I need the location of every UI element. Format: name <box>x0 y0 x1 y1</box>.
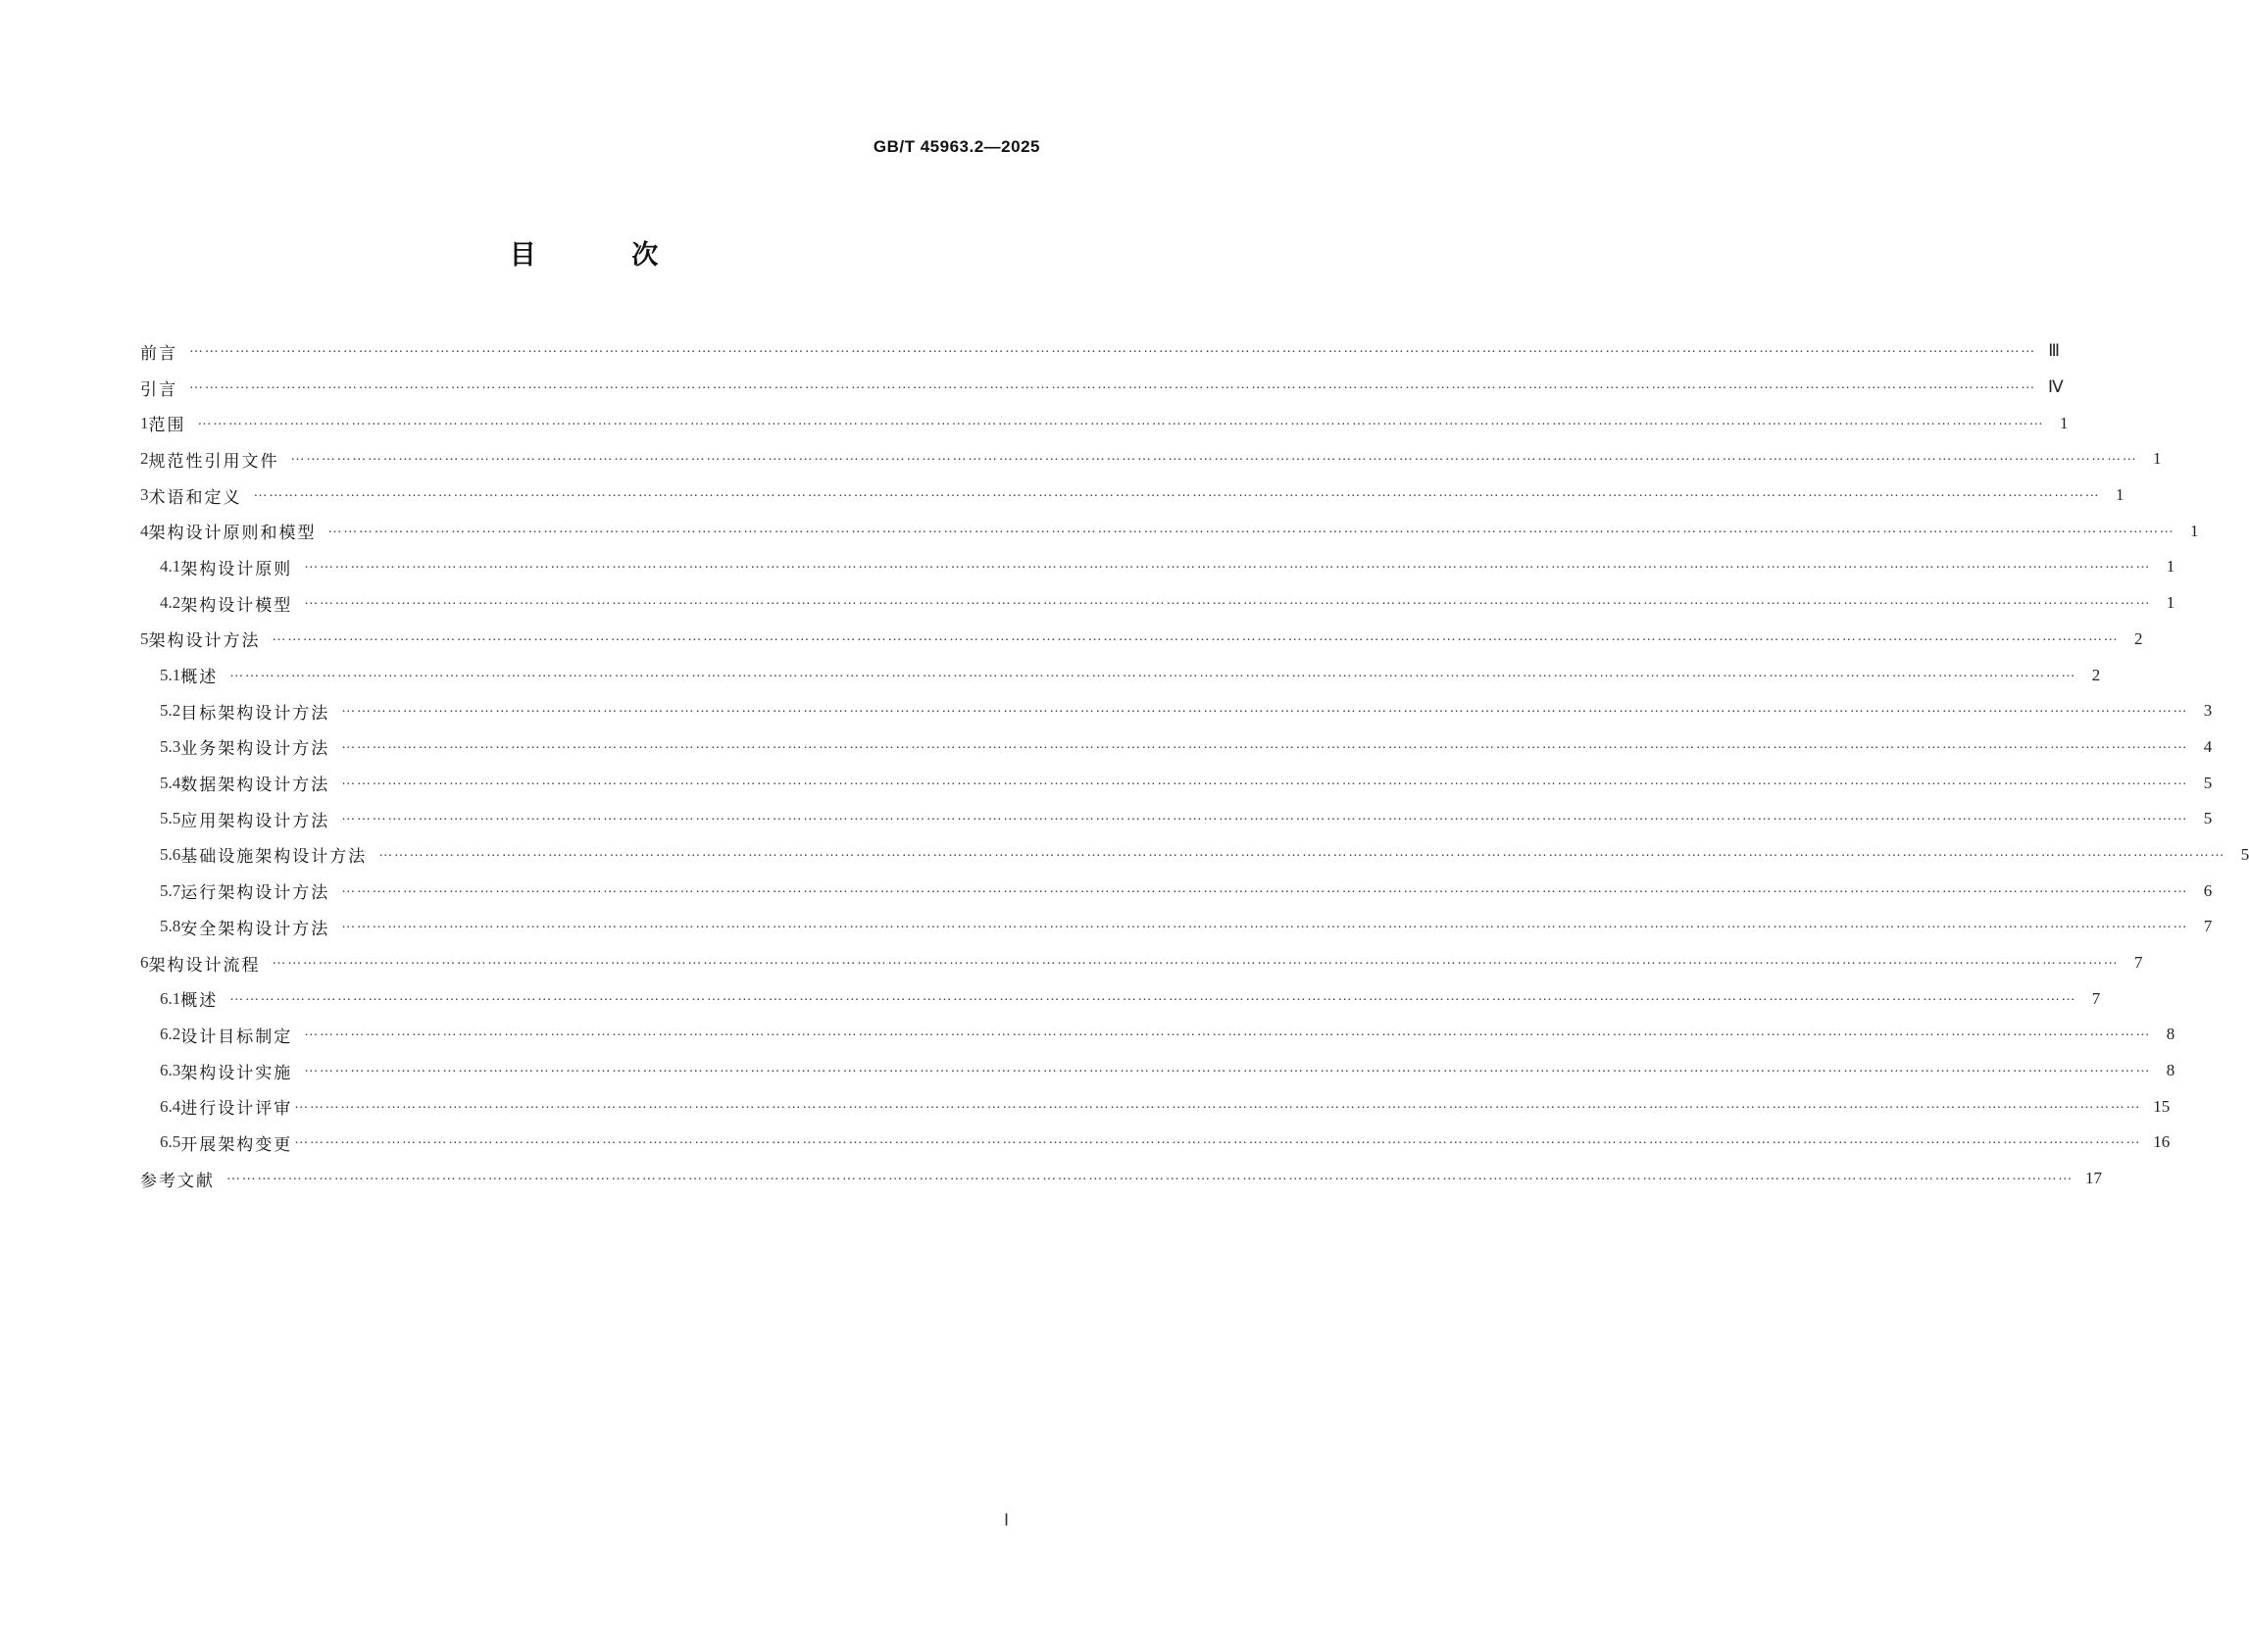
toc-entry-number: 4.2 <box>160 593 181 613</box>
toc-entry[interactable] <box>140 909 2213 945</box>
toc-leader-dots: ……………………………………………………………………………………………………………………………………………………………………………………………………………………………………………………………………………………………………………………………… <box>229 988 2077 1004</box>
toc-leader-dots: ……………………………………………………………………………………………………………………………………………………………………………………………………………………………………………………………………………………………………………………………… <box>341 701 2189 717</box>
toc-entry[interactable] <box>140 549 2175 585</box>
toc-entry-page: 1 <box>2116 485 2124 505</box>
toc-entry-number: 5.7 <box>160 880 181 900</box>
toc-entry-number: 5.4 <box>160 773 181 792</box>
toc-entry[interactable] <box>140 441 2162 477</box>
toc-entry[interactable] <box>140 333 2060 370</box>
toc-leader-dots: ……………………………………………………………………………………………………………………………………………………………………………………………………………………………………………………………………………………………………………………………… <box>229 665 2077 680</box>
toc-leader-dots: ……………………………………………………………………………………………………………………………………………………………………………………………………………………………………………………………………………………………………………………………… <box>327 521 2175 536</box>
toc-entry-page: 7 <box>2091 988 2101 1008</box>
toc-entry-label: 目标架构设计方法 <box>180 703 330 724</box>
toc-entry-label: 概述 <box>180 668 219 688</box>
toc-entry-label: 进行设计评审 <box>180 1099 293 1120</box>
toc-entry-label: 开展架构变更 <box>180 1134 293 1155</box>
toc-entry-label: 概述 <box>180 991 219 1012</box>
toc-entry-page: 4 <box>2203 736 2213 756</box>
toc-entry[interactable] <box>140 1017 2175 1053</box>
toc-leader-dots: ……………………………………………………………………………………………………………………………………………………………………………………………………………………………………………………………………………………………………………………………… <box>294 1096 2142 1112</box>
toc-entry-page: 6 <box>2203 880 2213 900</box>
toc-entry-number: 6 <box>140 953 149 973</box>
toc-entry-page: 5 <box>2203 809 2213 828</box>
toc-entry-number: 6.1 <box>160 988 181 1008</box>
toc-entry[interactable] <box>140 477 2124 514</box>
toc-entry-page: 1 <box>2060 413 2069 432</box>
toc-entry-page: 2 <box>2134 628 2143 648</box>
toc-entry-page: 1 <box>2190 521 2199 540</box>
toc-entry[interactable] <box>140 370 2064 406</box>
toc-entry-page: 17 <box>2085 1169 2102 1188</box>
toc-entry-label: 安全架构设计方法 <box>180 919 330 939</box>
toc-entry-number: 6.2 <box>160 1025 181 1044</box>
toc-entry-number: 3 <box>140 485 149 505</box>
toc-entry-number: 5.2 <box>160 701 181 721</box>
toc-entry[interactable] <box>140 622 2143 658</box>
toc-entry-label: 前言 <box>140 343 177 364</box>
toc-leader-dots: ……………………………………………………………………………………………………………………………………………………………………………………………………………………………………………………………………………………………………………………………… <box>341 736 2189 752</box>
toc-entry[interactable] <box>140 657 2101 693</box>
toc-entry-label: 业务架构设计方法 <box>180 739 330 760</box>
toc-entry-label: 架构设计模型 <box>180 595 293 616</box>
page-number: Ⅰ <box>1004 1511 1010 1529</box>
toc-entry-page: 2 <box>2091 665 2101 684</box>
toc-leader-dots: ……………………………………………………………………………………………………………………………………………………………………………………………………………………………………………………………………………………………………………………………… <box>253 485 2101 501</box>
toc-entry[interactable] <box>140 585 2175 622</box>
toc-entry[interactable] <box>140 801 2213 837</box>
toc-entry-page: 7 <box>2134 953 2143 973</box>
toc-entry-label: 运行架构设计方法 <box>180 883 330 904</box>
toc-entry-label: 基础设施架构设计方法 <box>180 847 368 868</box>
toc-entry-label: 规范性引用文件 <box>148 451 279 472</box>
toc-leader-dots: ……………………………………………………………………………………………………………………………………………………………………………………………………………………………………………………………………………………………………………………………… <box>341 917 2189 932</box>
toc-entry[interactable] <box>140 945 2143 981</box>
toc-entry[interactable] <box>140 729 2213 766</box>
toc-leader-dots: ……………………………………………………………………………………………………………………………………………………………………………………………………………………………………………………………………………………………………………………………… <box>304 1061 2152 1076</box>
toc-entry-page: 1 <box>2166 593 2175 613</box>
toc-entry-number: 6.3 <box>160 1061 181 1080</box>
toc-entry-label: 架构设计原则和模型 <box>148 524 317 544</box>
toc-entry-page: 1 <box>2153 449 2162 469</box>
toc-leader-dots: ……………………………………………………………………………………………………………………………………………………………………………………………………………………………………………………………………………………………………………………………… <box>341 773 2189 788</box>
toc-leader-dots: ……………………………………………………………………………………………………………………………………………………………………………………………………………………………………………………………………………………………………………………………… <box>304 557 2152 573</box>
standard-code: GB/T 45963.2—2025 <box>873 137 1040 156</box>
toc-entry-number: 5.8 <box>160 917 181 936</box>
toc-entry-number: 5 <box>140 628 149 648</box>
toc-entry-label: 架构设计实施 <box>180 1063 293 1083</box>
page-title: 目 次 <box>509 240 702 271</box>
toc-leader-dots: ……………………………………………………………………………………………………………………………………………………………………………………………………………………………………………………………………………………………………………………………… <box>272 628 2120 644</box>
toc-entry-page: Ⅳ <box>2048 377 2064 397</box>
toc-entry[interactable] <box>140 513 2199 549</box>
toc-entry-number: 1 <box>140 413 149 432</box>
toc-entry-number: 5.1 <box>160 665 181 684</box>
toc-entry-label: 范围 <box>148 416 186 436</box>
toc-entry[interactable] <box>140 405 2069 441</box>
toc-entry-label: 架构设计流程 <box>148 955 261 976</box>
toc-leader-dots: ……………………………………………………………………………………………………………………………………………………………………………………………………………………………………………………………………………………………………………………………… <box>290 449 2138 465</box>
toc-entry[interactable] <box>140 873 2213 909</box>
toc-leader-dots: ……………………………………………………………………………………………………………………………………………………………………………………………………………………………………………………………………………………………………………………………… <box>197 413 2045 428</box>
toc-entry-number: 4 <box>140 521 149 540</box>
toc-entry-page: 3 <box>2203 701 2213 721</box>
toc-entry-page: 15 <box>2153 1096 2171 1116</box>
toc-entry-label: 架构设计方法 <box>148 631 261 652</box>
toc-entry-number: 5.3 <box>160 736 181 756</box>
toc-leader-dots: ……………………………………………………………………………………………………………………………………………………………………………………………………………………………………………………………………………………………………………………………… <box>304 1025 2152 1040</box>
toc-entry[interactable] <box>140 765 2213 801</box>
toc-entry-page: 8 <box>2166 1025 2175 1044</box>
toc-entry-number: 2 <box>140 449 149 469</box>
toc-entry-label: 应用架构设计方法 <box>180 811 330 831</box>
toc-leader-dots: ……………………………………………………………………………………………………………………………………………………………………………………………………………………………………………………………………………………………………………………………… <box>341 809 2189 825</box>
toc-entry-label: 引言 <box>140 379 177 400</box>
toc-leader-dots: ……………………………………………………………………………………………………………………………………………………………………………………………………………………………………………………………………………………………………………………………… <box>304 593 2152 609</box>
toc-entry-page: Ⅲ <box>2048 341 2060 361</box>
toc-entry[interactable] <box>140 1161 2102 1197</box>
toc-entry-page: 1 <box>2166 557 2175 576</box>
toc-entry-label: 设计目标制定 <box>180 1026 293 1047</box>
toc-entry-page: 7 <box>2203 917 2213 936</box>
toc-entry-label: 数据架构设计方法 <box>180 776 330 796</box>
toc-entry-number: 5.5 <box>160 809 181 828</box>
toc-entry-page: 5 <box>2203 773 2213 792</box>
toc-entry[interactable] <box>140 1053 2175 1089</box>
toc-entry-page: 8 <box>2166 1061 2175 1080</box>
toc-entry-label: 架构设计原则 <box>180 559 293 579</box>
toc-leader-dots: ……………………………………………………………………………………………………………………………………………………………………………………………………………………………………………………………………………………………………………………………… <box>378 844 2226 860</box>
toc-leader-dots: ……………………………………………………………………………………………………………………………………………………………………………………………………………………………………………………………………………………………………………………………… <box>272 953 2120 969</box>
toc-entry-label: 术语和定义 <box>148 487 242 508</box>
toc-entry[interactable] <box>140 1088 2171 1125</box>
toc-leader-dots: ……………………………………………………………………………………………………………………………………………………………………………………………………………………………………………………………………………………………………………………………… <box>189 377 2036 393</box>
toc-entry[interactable] <box>140 693 2213 729</box>
toc-leader-dots: ……………………………………………………………………………………………………………………………………………………………………………………………………………………………………………………………………………………………………………………………… <box>294 1132 2142 1148</box>
toc-entry[interactable] <box>140 980 2101 1017</box>
toc-entry-number: 6.5 <box>160 1132 181 1152</box>
toc-entry-number: 5.6 <box>160 844 181 864</box>
toc-leader-dots: ……………………………………………………………………………………………………………………………………………………………………………………………………………………………………………………………………………………………………………………………… <box>189 341 2036 357</box>
toc-entry-label: 参考文献 <box>140 1171 215 1191</box>
toc-entry[interactable] <box>140 837 2249 874</box>
toc-leader-dots: ……………………………………………………………………………………………………………………………………………………………………………………………………………………………………………………………………………………………………………………………… <box>341 880 2189 896</box>
toc-leader-dots: ……………………………………………………………………………………………………………………………………………………………………………………………………………………………………………………………………………………………………………………………… <box>226 1169 2074 1184</box>
toc-entry-page: 16 <box>2153 1132 2171 1152</box>
toc-entry-number: 6.4 <box>160 1096 181 1116</box>
toc-entry-page: 5 <box>2240 844 2249 864</box>
table-of-contents <box>140 333 2249 1197</box>
toc-entry[interactable] <box>140 1125 2171 1161</box>
toc-entry-number: 4.1 <box>160 557 181 576</box>
